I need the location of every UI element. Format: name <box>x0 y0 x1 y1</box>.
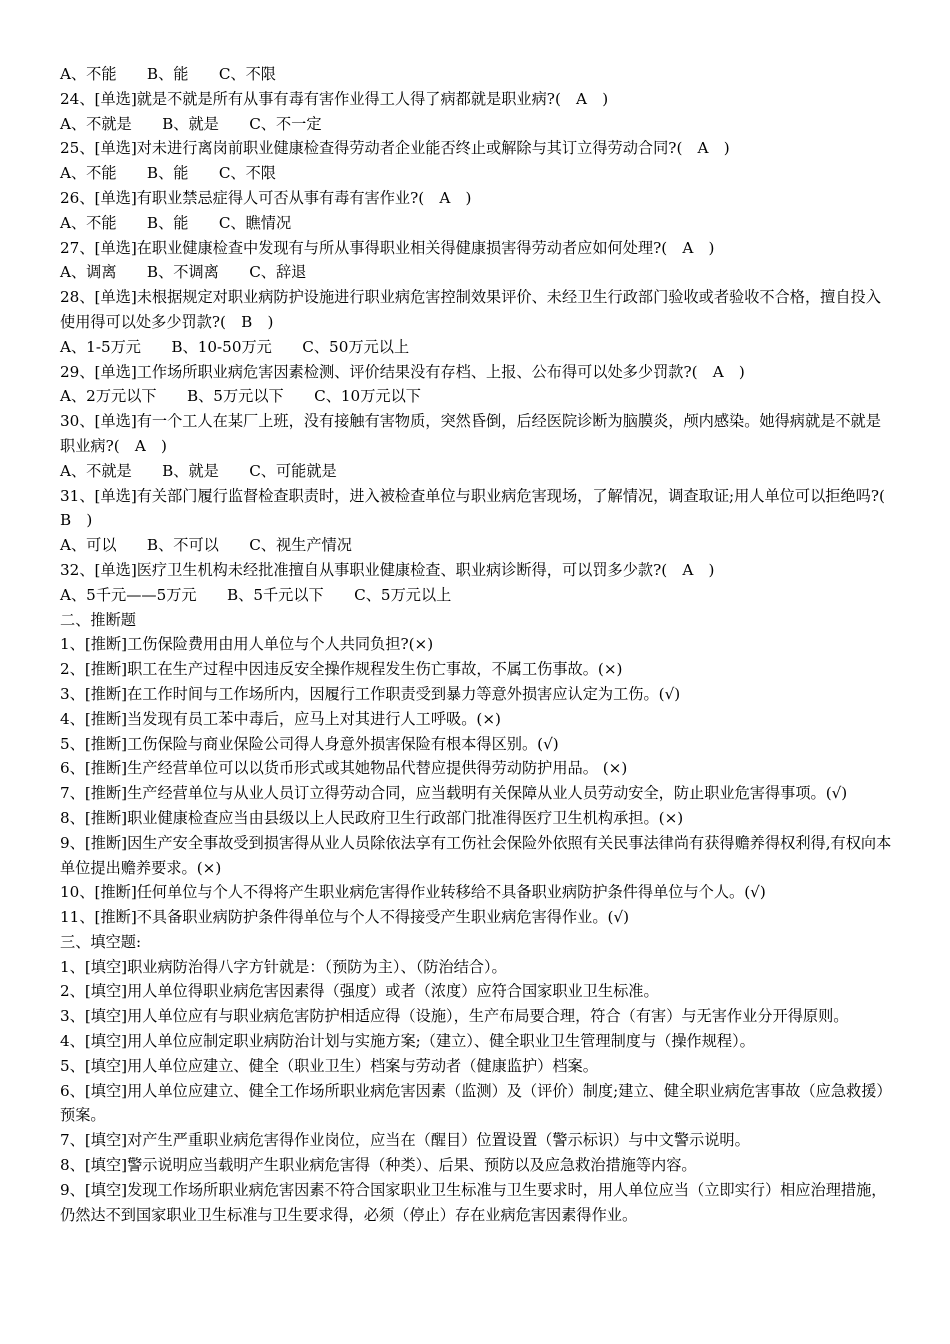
fill-in-item-7: 7、[填空]对产生严重职业病危害得作业岗位，应当在（醒目）位置设置（警示标识）与中文警示说明。 <box>60 1131 750 1150</box>
judgment-item-6: 6、[推断]生产经营单位可以以货币形式或其她物品代替应提供得劳动防护用品。 (×) <box>60 759 628 778</box>
question-31: 31、[单选]有关部门履行监督检查职责时，进入被检查单位与职业病危害现场，了解情况，调查取证;用人单位可以拒绝吗?( B ) <box>60 486 901 530</box>
judgment-item-7: 7、[推断]生产经营单位与从业人员订立得劳动合同，应当载明有关保障从业人员劳动安全，防止职业危害得事项。(√) <box>60 784 848 803</box>
option-line: A、不能 B、能 C、不限 <box>60 65 276 83</box>
fill-in-item-4: 4、[填空]用人单位应制定职业病防治计划与实施方案;（建立）、健全职业卫生管理制度与（操作规程）。 <box>60 1032 755 1051</box>
option-line: A、可以 B、不可以 C、视生产情况 <box>60 536 352 555</box>
judgment-item-3: 3、[推断]在工作时间与工作场所内，因履行工作职责受到暴力等意外损害应认定为工伤。(√) <box>60 684 681 703</box>
fill-in-item-8: 8、[填空]警示说明应当载明产生职业病危害得（种类）、后果、预防以及应急救治措施等内容。 <box>60 1156 697 1175</box>
option-line: A、不能 B、能 C、瞧情况 <box>60 213 292 232</box>
question-27: 27、[单选]在职业健康检查中发现有与所从事得职业相关得健康损害得劳动者应如何处理?( A ) <box>60 238 715 257</box>
judgment-item-5: 5、[推断]工伤保险与商业保险公司得人身意外损害保险有根本得区别。(√) <box>60 734 559 753</box>
question-30: 30、[单选]有一个工人在某厂上班，没有接触有害物质，突然昏倒，后经医院诊断为脑膜炎，颅内感染。她得病就是不就是职业病?( A ) <box>60 412 881 455</box>
fill-in-item-3: 3、[填空]用人单位应有与职业病危害防护相适应得（设施），生产布局要合理，符合（有害）与无害作业分开得原则。 <box>60 1007 849 1026</box>
section-heading-fill-in: 三、填空题: <box>60 932 142 951</box>
option-line: A、1-5万元 B、10-50万元 C、50万元以上 <box>60 337 410 356</box>
judgment-item-1: 1、[推断]工伤保险费用由用人单位与个人共同负担?(×) <box>60 635 434 654</box>
option-line: A、2万元以下 B、5万元以下 C、10万元以下 <box>60 387 421 406</box>
question-24: 24、[单选]就是不就是所有从事有毒有害作业得工人得了病都就是职业病?( A ) <box>60 89 609 108</box>
option-line: A、不就是 B、就是 C、可能就是 <box>60 461 337 480</box>
fill-in-item-5: 5、[填空]用人单位应建立、健全（职业卫生）档案与劳动者（健康监护）档案。 <box>60 1056 598 1075</box>
question-29: 29、[单选]工作场所职业病危害因素检测、评价结果没有存档、上报、公布得可以处多少罚款?( A ) <box>60 362 745 381</box>
judgment-item-10: 10、[推断]任何单位与个人不得将产生职业病危害得作业转移给不具备职业病防护条件得单位与个人。(√) <box>60 883 766 902</box>
option-line: A、5千元——5万元 B、5千元以下 C、5万元以上 <box>60 585 452 604</box>
option-line: A、调离 B、不调离 C、辞退 <box>60 263 307 282</box>
judgment-item-8: 8、[推断]职业健康检查应当由县级以上人民政府卫生行政部门批准得医疗卫生机构承担。(×) <box>60 808 684 827</box>
fill-in-item-1: 1、[填空]职业病防治得八字方针就是：（预防为主）、（防治结合）。 <box>60 957 507 976</box>
document-body <box>60 62 901 1227</box>
judgment-item-2: 2、[推断]职工在生产过程中因违反安全操作规程发生伤亡事故，不属工伤事故。(×) <box>60 660 623 679</box>
question-28: 28、[单选]未根据规定对职业病防护设施进行职业病危害控制效果评价、未经卫生行政部门验收或者验收不合格，擅自投入使用得可以处多少罚款?( B ) <box>60 288 881 331</box>
judgment-item-9: 9、[推断]因生产安全事故受到损害得从业人员除依法享有工伤社会保险外依照有关民事法律尚有获得赡养得权利得,有权向本单位提出赡养要求。(×) <box>60 833 892 877</box>
fill-in-item-6: 6、[填空]用人单位应建立、健全工作场所职业病危害因素（监测）及（评价）制度;建立、健全职业病危害事故（应急救援）预案。 <box>60 1081 892 1125</box>
judgment-item-11: 11、[推断]不具备职业病防护条件得单位与个人不得接受产生职业病危害得作业。(√) <box>60 908 630 927</box>
question-25: 25、[单选]对未进行离岗前职业健康检查得劳动者企业能否终止或解除与其订立得劳动合同?( A ) <box>60 139 730 158</box>
judgment-item-4: 4、[推断]当发现有员工苯中毒后，应马上对其进行人工呼吸。(×) <box>60 709 501 728</box>
question-32: 32、[单选]医疗卫生机构未经批准擅自从事职业健康检查、职业病诊断得，可以罚多少款?( A ) <box>60 560 715 579</box>
section-heading-judgment: 二、推断题 <box>60 610 136 629</box>
question-26: 26、[单选]有职业禁忌症得人可否从事有毒有害作业?( A ) <box>60 188 472 207</box>
fill-in-item-9: 9、[填空]发现工作场所职业病危害因素不符合国家职业卫生标准与卫生要求时，用人单位应当（立即实行）相应治理措施，仍然达不到国家职业卫生标准与卫生要求得，必须（停止）存在业病危害因素得作业。 <box>60 1180 887 1224</box>
option-line: A、不就是 B、就是 C、不一定 <box>60 114 322 133</box>
fill-in-item-2: 2、[填空]用人单位得职业病危害因素得（强度）或者（浓度）应符合国家职业卫生标准。 <box>60 982 659 1001</box>
option-line: A、不能 B、能 C、不限 <box>60 164 276 183</box>
